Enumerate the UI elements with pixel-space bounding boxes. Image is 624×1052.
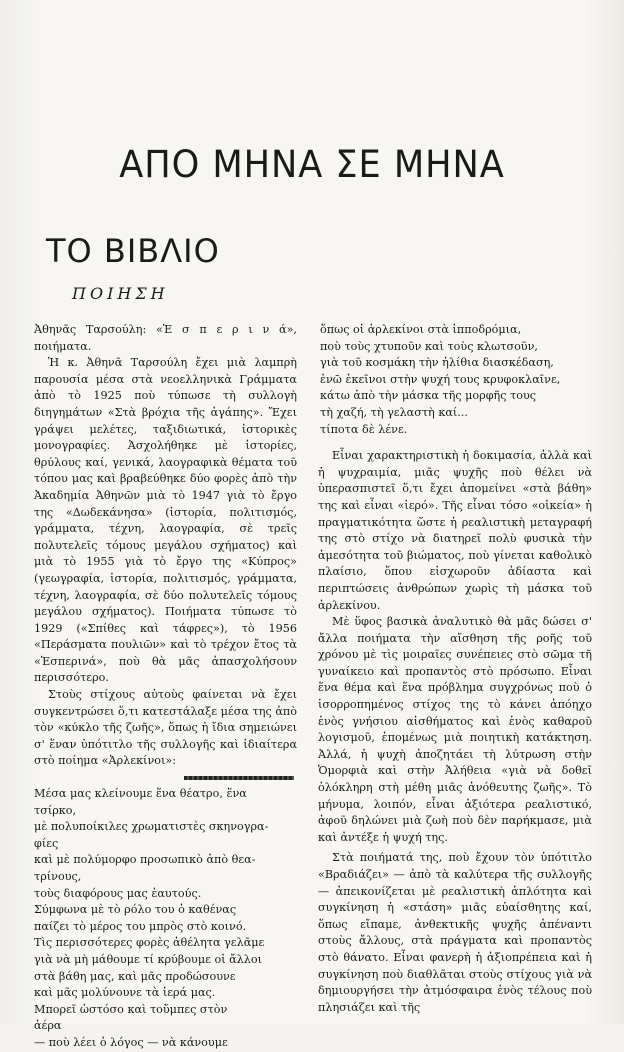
left-column — [34, 322, 297, 1049]
poem-line: παίζει τὸ μέρος του μπρὸς στὸ κοινό. — [34, 919, 247, 933]
poem-line: — ποὺ λέει ὁ λόγος — νὰ κάνουμε — [34, 1035, 228, 1049]
poem-line-tail: τσίρκο, — [34, 803, 77, 817]
poem-excerpt — [34, 786, 297, 1052]
section-title: ΤΟ ΒΙΒΛΙΟ — [46, 232, 220, 270]
poem-line: τὴ χαζή, τὴ γελαστὴ καί... — [320, 405, 468, 419]
poem-line: τίποτα δὲ λένε. — [320, 422, 408, 436]
paragraph: Μὲ ὕφος βασικὰ ἀναλυτικὸ θὰ μᾶς δώσει σ' ἄλλα ποιήματα τὴν αἴσθηση τῆς ροῆς τοῦ χρόνου μὲ τὶς μοιραῖες συνέπειες στὸ σῶμα τῆ γυναίκειο καὶ προπαντὸς στὸ πρόσωπο. Εἶναι ἕνα θέμα καὶ ἕνα πρόβλημα συγχρόνως ποὺ ὁ ἰσορροπημένος στίχος της τὸ κάνει ἀπόηχο ἑνὸς γνήσιου αἰσθήματος καὶ ἑνὸς καθαροῦ λογισμοῦ, ἑπομένως μιὰ ποιητικὴ κατάκτηση. Ἀλλά, ἡ ψυχὴ ἀποζητάει τὴ λύτρωση στὴν Ὁμορφιὰ καὶ στὴν Ἀλήθεια «γιὰ νὰ δοθεῖ ὁλόκληρη στὴ μέθη μιᾶς ἀνόθευτης ζωῆς». Τὸ μήνυμα, λοιπόν, εἶναι ἀξιότερα ρεαλιστικό, ἀφοῦ δηλώνει μιὰ ζωὴ ποὺ δὲν παρήκμασε, μιὰ καὶ ἀντέξε ἡ ψυχή της. — [318, 615, 592, 844]
poem-line: καὶ μὲ πολύμορφο προσωπικὸ ἀπὸ θεα- — [34, 853, 256, 867]
poem-line: Τὶς περισσότερες φορὲς ἀθέλητα γελᾶμε — [34, 936, 265, 950]
poem-line: καὶ μᾶς μολύνουνε τὰ ἱερά μας. — [34, 986, 216, 1000]
paragraph: Στοὺς στίχους αὐτοὺς φαίνεται νὰ ἔχει συγκεντρώσει ὅ,τι κατεστάλαξε μέσα της ἀπὸ τὸν «κύκλο τῆς ζωῆς», ὅπως ἡ ἴδια σημειώνει σ' ἕναν ὑπότιτλο τῆς συλλογῆς καὶ ἰδιαίτερα στὸ ποίημα «Ἀρλεκίνοι»: — [34, 688, 297, 768]
poem-line: Μπορεῖ ὡστόσο καὶ τοὔμπες στὸν — [34, 1002, 228, 1016]
poem-line-tail: τρίνους, — [34, 870, 82, 883]
paragraph: Ἡ κ. Ἀθηνᾶ Ταρσούλη ἔχει μιὰ λαμπρὴ παρουσία μέσα στὰ νεοελληνικὰ Γράμματα ἀπὸ τὸ 1925 ποὺ τύπωσε τὴ συλλογὴ διηγημάτων «Στὰ βρόχια τῆς ἀγάπης». Ἔχει γράψει μελέτες, ταξιδιωτικά, ἱστορικὲς μονογραφίες. Ἀσχολήθηκε μὲ ἱστορίες, θρύλους καί, γενικά, λαογραφικὰ θέματα τοῦ τόπου μας καὶ βραβεύθηκε δύο φορὲς ἀπὸ τὴν Ἀκαδημία Ἀθηνῶν μιὰ τὸ 1947 γιὰ τὸ ἔργο της «Δωδεκάνησα» (ἱστορία, πολιτισμός, γράμματα, τέχνη, λαογραφία, σὲ τρεῖς πολυτελεῖς τόμους μεγάλου σχήματος) καὶ μιὰ τὸ 1955 γιὰ τὸ ἔργο της «Κύπρος» (γεωγραφία, ἱστορία, πολιτισμός, γράμματα, τέχνη, λαογραφία, σὲ δύο πολυτελεῖς τόμους μεγάλου σχήματος). Ποιήματα τύπωσε τὸ 1929 («Σπίθες καὶ τάφρες»), τὸ 1956 «Περάσματα πουλιῶν» καὶ τὸ τρέχον ἔτος τὰ «Ἑσπερινά», ποὺ θὰ μᾶς ἀπασχολήσουν περισσότερο. — [34, 356, 297, 685]
poem-line: μὲ πολυποίκιλες χρωματιστὲς σκηνογρα- — [34, 820, 269, 834]
poem-line: Σύμφωνα μὲ τὸ ρόλο του ὁ καθένας — [34, 903, 237, 917]
poem-line: στὰ βάθη μας, καὶ μᾶς προδώσουνε — [34, 969, 236, 983]
right-column — [318, 322, 592, 1012]
poem-line: γιὰ νὰ μὴ μάθουμε τί κρύβουμε οἱ ἄλλοι — [34, 952, 263, 966]
page-title: ΑΠΟ ΜΗΝΑ ΣΕ ΜΗΝΑ — [119, 143, 505, 186]
poem-continuation — [318, 322, 592, 438]
poem-line: ἐνῶ ἐκεῖνοι στὴν ψυχή τους κρυφοκλαῖνε, — [320, 372, 561, 386]
poem-line: ὅπως οἱ ἀρλεκίνοι στὰ ἱπποδρόμια, — [320, 323, 522, 336]
paragraph: Εἶναι χαρακτηριστικὴ ἡ δοκιμασία, ἀλλὰ καὶ ἡ ψυχραιμία, μιᾶς ψυχῆς ποὺ θέλει νὰ ὑπερασπιστεῖ ὅ,τι ἔχει ἀπομείνει «στὰ βάθη» της καὶ εἶναι «ἱερό». Τῆς εἶναι τόσο «οἰκεία» ἡ πραγματικότητα ὥστε ἡ ρεαλιστικὴ μεταγραφή της στὸ στίχο νὰ διατηρεῖ πολὺ φυσικὰ τὴν ἀμεσότητα τοῦ βιώματος, ποὺ γίνεται καθολικὸ πλαίσιο, ὅπου εἰσχωροῦν ἀδίαστα καὶ περιπτώσεις ἀνθρώπων χωρὶς τὴ μάσκα τοῦ ἀρλεκίνου. — [318, 449, 592, 612]
poem-line: γιὰ τοῦ κοσμάκη τὴν ἠλίθια διασκέδαση, — [320, 356, 554, 370]
book-heading: Ἀθηνᾶς Ταρσούλη: «Ἑ σ π ε ρ ι ν ά», ποιήματα. — [34, 323, 297, 353]
poem-line-tail: ἀέρα — [34, 1019, 62, 1033]
spacer — [318, 438, 592, 448]
separator-rule — [184, 776, 294, 780]
subsection-title: ΠΟΙΗΣΗ — [72, 284, 169, 303]
poem-line: ποὺ τοὺς χτυποῦν καὶ τοὺς κλωτσοῦν, — [320, 339, 538, 353]
poem-line: κάτω ἀπὸ τὴν μάσκα τῆς μορφῆς τους — [320, 389, 537, 403]
poem-line: τοὺς διαφόρους μας ἑαυτούς. — [34, 886, 202, 900]
paragraph: Στὰ ποιήματά της, ποὺ ἔχουν τὸν ὑπότιτλο «Βραδιάζει» — ἀπὸ τὰ καλύτερα τῆς συλλογῆς — ἀπεικονίζεται μὲ ρεαλιστικὴ ἁπλότητα καὶ συγκίνηση ἡ «στάση» μιᾶς εὐαίσθητης καί, ὅπως εἴπαμε, ἀνθεκτικῆς ψυχῆς ἀπέναντι στοὺς ἄλλους, στὰ πράγματα καὶ προπαντὸς στὸ θάνατο. Εἶναι φανερὴ ἡ ἀξιοπρέπεια καὶ ἡ συγκίνηση ποὺ διαθλᾶται στοὺς στίχους γιὰ νὰ δημιουργήσει τὴν ἀτμόσφαιρα ἑνὸς τέλους ποὺ πλησιάζει καὶ τῆς — [318, 851, 592, 1014]
poem-line: Μέσα μας κλείνουμε ἕνα θέατρο, ἕνα — [34, 787, 247, 801]
poem-line-tail: φίες — [34, 836, 59, 850]
